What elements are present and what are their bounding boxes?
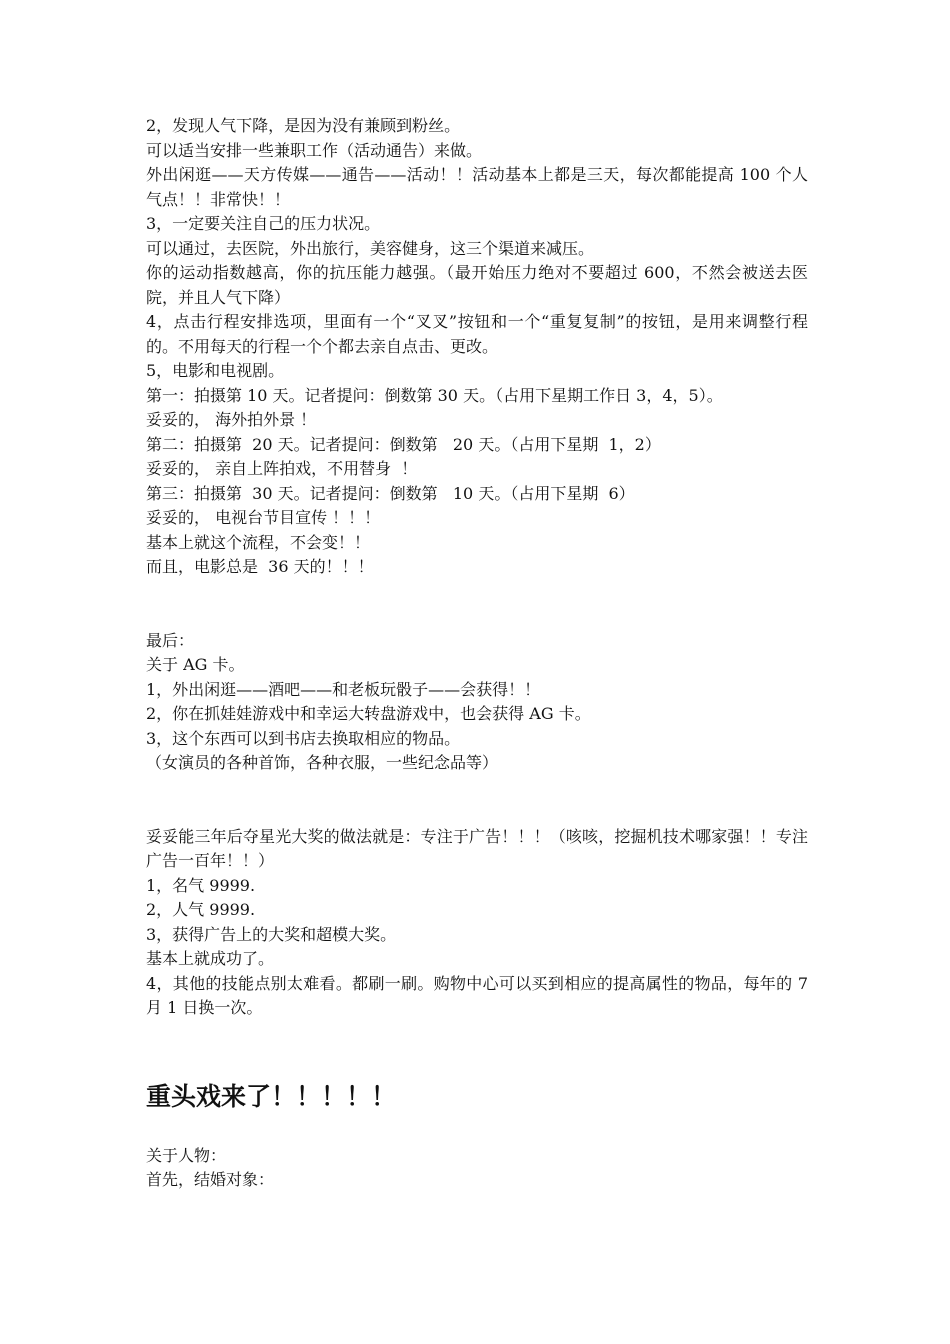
paragraph: 4，点击行程安排选项，里面有一个“叉叉”按钮和一个“重复复制”的按钮，是用来调整行程的。不用每天的行程一个个都去亲自点击、更改。: [146, 312, 808, 356]
paragraph: 3，这个东西可以到书店去换取相应的物品。: [146, 728, 461, 748]
paragraph: 第二：拍摄第 20 天。记者提问：倒数第 20 天。（占用下星期 1，2）: [146, 434, 661, 454]
paragraph: 5，电影和电视剧。: [146, 361, 285, 380]
paragraph: 第三：拍摄第 30 天。记者提问：倒数第 10 天。（占用下星期 6）: [146, 483, 635, 503]
paragraph: 2，人气 9999.: [146, 900, 256, 919]
blank-space: [146, 1021, 808, 1070]
paragraph: 可以适当安排一些兼职工作（活动通告）来做。: [146, 140, 483, 160]
section-headline: 重头戏来了！！！！！: [146, 1081, 397, 1111]
paragraph: 首先，结婚对象：: [146, 1170, 275, 1189]
paragraph: 2，你在抓娃娃游戏中和幸运大转盘游戏中，也会获得 AG 卡。: [146, 704, 591, 723]
paragraph: 2，发现人气下降，是因为没有兼顾到粉丝。: [146, 116, 461, 135]
paragraph: 基本上就成功了。: [146, 949, 275, 968]
paragraph: 而且，电影总是 36 天的！！！: [146, 557, 374, 576]
blank-space: [146, 580, 808, 629]
paragraph: 可以通过，去医院，外出旅行，美容健身，这三个渠道来减压。: [146, 238, 595, 258]
paragraph: 妥妥的， 亲自上阵拍戏，不用替身 ！: [146, 459, 418, 478]
paragraph: 妥妥的， 海外拍外景 ！: [146, 410, 317, 429]
blank-space: [146, 776, 808, 825]
section-ag-card: [146, 629, 808, 776]
paragraph: 关于 AG 卡。: [146, 655, 245, 674]
paragraph: 3，一定要关注自己的压力状况。: [146, 214, 381, 233]
paragraph: 3，获得广告上的大奖和超模大奖。: [146, 924, 397, 944]
paragraph: 4，其他的技能点别太难看。都刷一刷。购物中心可以买到相应的提高属性的物品，每年的 7 月 1 日换一次。: [146, 973, 808, 1017]
paragraph: 妥妥能三年后夺星光大奖的做法就是：专注于广告！！！（咳咳，挖掘机技术哪家强！！专注广告一百年！！）: [146, 826, 808, 870]
section-operations: [146, 114, 808, 580]
paragraph: 第一：拍摄第 10 天。记者提问：倒数第 30 天。（占用下星期工作日 3，4，5）。: [146, 385, 723, 405]
section-characters: [146, 1144, 808, 1193]
paragraph: （女演员的各种首饰，各种衣服，一些纪念品等）: [146, 753, 499, 772]
section-award-strategy: [146, 825, 808, 1021]
paragraph: 你的运动指数越高，你的抗压能力越强。（最开始压力绝对不要超过 600，不然会被送去医院，并且人气下降）: [146, 263, 808, 307]
paragraph: 最后：: [146, 630, 195, 650]
paragraph: 1，外出闲逛——酒吧——和老板玩骰子——会获得！！: [146, 679, 541, 699]
paragraph: 1，名气 9999.: [146, 875, 256, 895]
paragraph: 外出闲逛——天方传媒——通告——活动！！活动基本上都是三天，每次都能提高 100 个人气点！！非常快！！: [146, 165, 808, 209]
paragraph: 基本上就这个流程，不会变！！: [146, 532, 371, 552]
paragraph: 关于人物：: [146, 1145, 227, 1165]
document-body: [146, 114, 808, 1193]
paragraph: 妥妥的， 电视台节目宣传 ！！！: [146, 508, 381, 527]
blank-space: [146, 1114, 808, 1144]
